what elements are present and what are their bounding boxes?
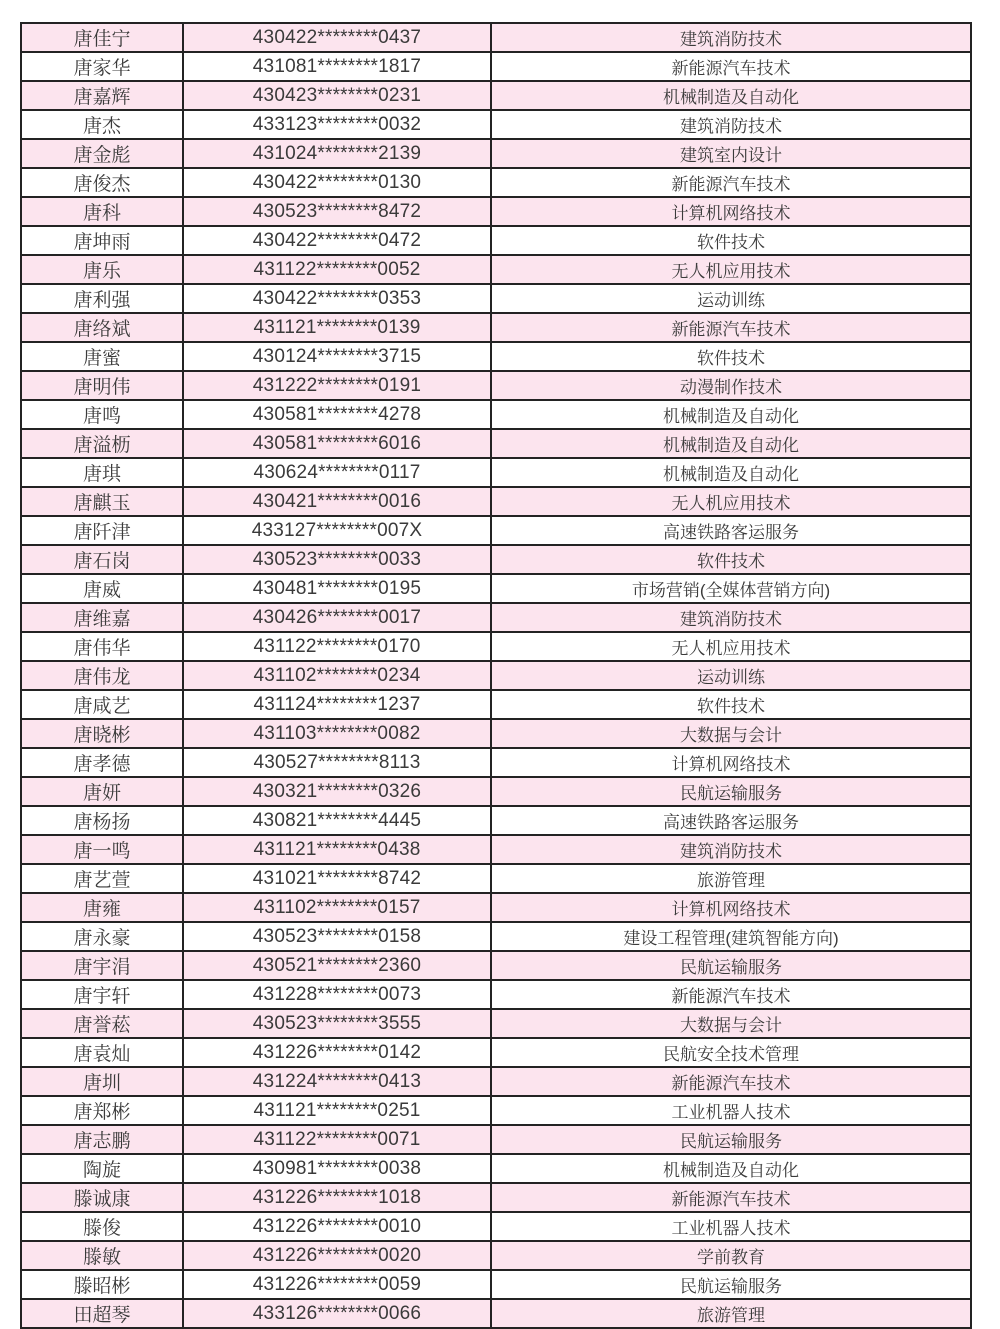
student-roster-table xyxy=(20,22,972,1329)
student-name-cell: 唐雍 xyxy=(21,893,183,922)
student-major-cell: 民航运输服务 xyxy=(491,951,971,980)
student-id-cell: 431226********0010 xyxy=(183,1212,491,1241)
table-row xyxy=(21,255,971,284)
student-major-cell: 建筑消防技术 xyxy=(491,110,971,139)
student-major-cell: 旅游管理 xyxy=(491,1299,971,1328)
table-row xyxy=(21,777,971,806)
student-name-cell: 滕敏 xyxy=(21,1241,183,1270)
student-major-cell: 新能源汽车技术 xyxy=(491,980,971,1009)
table-row xyxy=(21,197,971,226)
table-row xyxy=(21,81,971,110)
student-major-cell: 民航运输服务 xyxy=(491,1270,971,1299)
student-id-cell: 430422********0472 xyxy=(183,226,491,255)
student-major-cell: 新能源汽车技术 xyxy=(491,52,971,81)
student-id-cell: 430422********0437 xyxy=(183,23,491,52)
student-name-cell: 唐宇轩 xyxy=(21,980,183,1009)
table-row xyxy=(21,1270,971,1299)
student-major-cell: 机械制造及自动化 xyxy=(491,400,971,429)
student-id-cell: 431121********0139 xyxy=(183,313,491,342)
student-major-cell: 新能源汽车技术 xyxy=(491,168,971,197)
table-row xyxy=(21,719,971,748)
student-id-cell: 430527********8113 xyxy=(183,748,491,777)
student-major-cell: 软件技术 xyxy=(491,545,971,574)
student-major-cell: 高速铁路客运服务 xyxy=(491,516,971,545)
student-major-cell: 机械制造及自动化 xyxy=(491,429,971,458)
student-major-cell: 建设工程管理(建筑智能方向) xyxy=(491,922,971,951)
student-major-cell: 计算机网络技术 xyxy=(491,197,971,226)
student-major-cell: 民航运输服务 xyxy=(491,777,971,806)
student-id-cell: 433127********007X xyxy=(183,516,491,545)
table-row xyxy=(21,806,971,835)
student-major-cell: 工业机器人技术 xyxy=(491,1096,971,1125)
table-row xyxy=(21,1067,971,1096)
student-major-cell: 高速铁路客运服务 xyxy=(491,806,971,835)
student-id-cell: 431226********0020 xyxy=(183,1241,491,1270)
student-id-cell: 430421********0016 xyxy=(183,487,491,516)
table-row xyxy=(21,1009,971,1038)
table-row xyxy=(21,951,971,980)
student-major-cell: 无人机应用技术 xyxy=(491,255,971,284)
table-row xyxy=(21,226,971,255)
table-row xyxy=(21,748,971,777)
student-name-cell: 唐志鹏 xyxy=(21,1125,183,1154)
student-name-cell: 唐佳宁 xyxy=(21,23,183,52)
table-row xyxy=(21,1183,971,1212)
student-name-cell: 唐溢枥 xyxy=(21,429,183,458)
student-major-cell: 建筑消防技术 xyxy=(491,835,971,864)
student-name-cell: 唐金彪 xyxy=(21,139,183,168)
table-row xyxy=(21,980,971,1009)
student-name-cell: 唐誉菘 xyxy=(21,1009,183,1038)
student-id-cell: 431226********0059 xyxy=(183,1270,491,1299)
student-name-cell: 唐石岗 xyxy=(21,545,183,574)
student-major-cell: 大数据与会计 xyxy=(491,1009,971,1038)
table-row xyxy=(21,313,971,342)
student-name-cell: 唐乐 xyxy=(21,255,183,284)
student-name-cell: 唐明伟 xyxy=(21,371,183,400)
student-id-cell: 430426********0017 xyxy=(183,603,491,632)
table-row xyxy=(21,400,971,429)
student-name-cell: 唐坤雨 xyxy=(21,226,183,255)
student-name-cell: 唐袁灿 xyxy=(21,1038,183,1067)
student-id-cell: 430422********0353 xyxy=(183,284,491,313)
student-id-cell: 430624********0117 xyxy=(183,458,491,487)
student-id-cell: 431121********0438 xyxy=(183,835,491,864)
student-major-cell: 软件技术 xyxy=(491,342,971,371)
student-major-cell: 建筑室内设计 xyxy=(491,139,971,168)
table-row xyxy=(21,661,971,690)
student-major-cell: 新能源汽车技术 xyxy=(491,1067,971,1096)
table-row xyxy=(21,371,971,400)
student-id-cell: 431122********0071 xyxy=(183,1125,491,1154)
table-row xyxy=(21,168,971,197)
student-id-cell: 430124********3715 xyxy=(183,342,491,371)
student-major-cell: 无人机应用技术 xyxy=(491,632,971,661)
student-name-cell: 唐鸣 xyxy=(21,400,183,429)
student-name-cell: 唐科 xyxy=(21,197,183,226)
student-name-cell: 唐络斌 xyxy=(21,313,183,342)
student-major-cell: 运动训练 xyxy=(491,284,971,313)
table-row xyxy=(21,1212,971,1241)
table-row xyxy=(21,139,971,168)
student-major-cell: 无人机应用技术 xyxy=(491,487,971,516)
student-id-cell: 431024********2139 xyxy=(183,139,491,168)
student-id-cell: 430581********6016 xyxy=(183,429,491,458)
student-name-cell: 滕昭彬 xyxy=(21,1270,183,1299)
student-name-cell: 唐蜜 xyxy=(21,342,183,371)
table-row xyxy=(21,52,971,81)
student-name-cell: 唐杨扬 xyxy=(21,806,183,835)
student-major-cell: 机械制造及自动化 xyxy=(491,81,971,110)
student-name-cell: 唐晓彬 xyxy=(21,719,183,748)
student-name-cell: 唐家华 xyxy=(21,52,183,81)
table-row xyxy=(21,603,971,632)
student-id-cell: 430981********0038 xyxy=(183,1154,491,1183)
student-major-cell: 学前教育 xyxy=(491,1241,971,1270)
table-row xyxy=(21,1096,971,1125)
student-id-cell: 430523********3555 xyxy=(183,1009,491,1038)
student-id-cell: 431224********0413 xyxy=(183,1067,491,1096)
student-name-cell: 唐郑彬 xyxy=(21,1096,183,1125)
student-major-cell: 机械制造及自动化 xyxy=(491,458,971,487)
table-row xyxy=(21,516,971,545)
student-major-cell: 旅游管理 xyxy=(491,864,971,893)
table-row xyxy=(21,545,971,574)
student-name-cell: 唐俊杰 xyxy=(21,168,183,197)
student-major-cell: 计算机网络技术 xyxy=(491,748,971,777)
table-row xyxy=(21,342,971,371)
student-id-cell: 431102********0157 xyxy=(183,893,491,922)
student-name-cell: 陶旋 xyxy=(21,1154,183,1183)
table-row xyxy=(21,110,971,139)
table-row xyxy=(21,487,971,516)
student-id-cell: 431103********0082 xyxy=(183,719,491,748)
student-id-cell: 430423********0231 xyxy=(183,81,491,110)
table-row xyxy=(21,1154,971,1183)
table-row xyxy=(21,1038,971,1067)
student-id-cell: 430321********0326 xyxy=(183,777,491,806)
student-name-cell: 唐琪 xyxy=(21,458,183,487)
table-row xyxy=(21,458,971,487)
student-id-cell: 430821********4445 xyxy=(183,806,491,835)
student-name-cell: 唐伟华 xyxy=(21,632,183,661)
student-id-cell: 430581********4278 xyxy=(183,400,491,429)
student-name-cell: 唐嘉辉 xyxy=(21,81,183,110)
student-major-cell: 民航运输服务 xyxy=(491,1125,971,1154)
table-row xyxy=(21,835,971,864)
table-row xyxy=(21,922,971,951)
student-name-cell: 滕俊 xyxy=(21,1212,183,1241)
student-id-cell: 431121********0251 xyxy=(183,1096,491,1125)
student-name-cell: 唐妍 xyxy=(21,777,183,806)
student-name-cell: 唐艺萱 xyxy=(21,864,183,893)
student-id-cell: 430523********0158 xyxy=(183,922,491,951)
student-id-cell: 431081********1817 xyxy=(183,52,491,81)
student-major-cell: 大数据与会计 xyxy=(491,719,971,748)
table-row xyxy=(21,1241,971,1270)
student-id-cell: 430481********0195 xyxy=(183,574,491,603)
student-major-cell: 机械制造及自动化 xyxy=(491,1154,971,1183)
student-id-cell: 431122********0170 xyxy=(183,632,491,661)
table-row xyxy=(21,690,971,719)
student-major-cell: 软件技术 xyxy=(491,690,971,719)
student-name-cell: 唐宇涓 xyxy=(21,951,183,980)
table-body xyxy=(21,23,971,1328)
student-major-cell: 建筑消防技术 xyxy=(491,23,971,52)
student-major-cell: 建筑消防技术 xyxy=(491,603,971,632)
table-row xyxy=(21,1299,971,1328)
student-name-cell: 唐永豪 xyxy=(21,922,183,951)
student-name-cell: 田超琴 xyxy=(21,1299,183,1328)
student-major-cell: 新能源汽车技术 xyxy=(491,313,971,342)
student-name-cell: 唐咸艺 xyxy=(21,690,183,719)
student-name-cell: 滕诚康 xyxy=(21,1183,183,1212)
student-name-cell: 唐杰 xyxy=(21,110,183,139)
table-row xyxy=(21,864,971,893)
table-row xyxy=(21,23,971,52)
student-major-cell: 计算机网络技术 xyxy=(491,893,971,922)
student-id-cell: 431226********1018 xyxy=(183,1183,491,1212)
table-row xyxy=(21,893,971,922)
student-name-cell: 唐麒玉 xyxy=(21,487,183,516)
student-name-cell: 唐威 xyxy=(21,574,183,603)
student-name-cell: 唐孝德 xyxy=(21,748,183,777)
student-id-cell: 431021********8742 xyxy=(183,864,491,893)
student-id-cell: 431102********0234 xyxy=(183,661,491,690)
student-name-cell: 唐一鸣 xyxy=(21,835,183,864)
table-row xyxy=(21,284,971,313)
student-major-cell: 市场营销(全媒体营销方向) xyxy=(491,574,971,603)
student-id-cell: 430521********2360 xyxy=(183,951,491,980)
student-id-cell: 430422********0130 xyxy=(183,168,491,197)
table-row xyxy=(21,632,971,661)
student-id-cell: 430523********8472 xyxy=(183,197,491,226)
student-major-cell: 动漫制作技术 xyxy=(491,371,971,400)
student-name-cell: 唐伟龙 xyxy=(21,661,183,690)
student-id-cell: 431228********0073 xyxy=(183,980,491,1009)
table-row xyxy=(21,1125,971,1154)
student-id-cell: 431124********1237 xyxy=(183,690,491,719)
student-major-cell: 运动训练 xyxy=(491,661,971,690)
student-id-cell: 431222********0191 xyxy=(183,371,491,400)
student-id-cell: 433126********0066 xyxy=(183,1299,491,1328)
table-row xyxy=(21,574,971,603)
student-major-cell: 软件技术 xyxy=(491,226,971,255)
student-name-cell: 唐圳 xyxy=(21,1067,183,1096)
student-name-cell: 唐维嘉 xyxy=(21,603,183,632)
student-major-cell: 新能源汽车技术 xyxy=(491,1183,971,1212)
student-id-cell: 430523********0033 xyxy=(183,545,491,574)
student-major-cell: 工业机器人技术 xyxy=(491,1212,971,1241)
student-id-cell: 431122********0052 xyxy=(183,255,491,284)
student-major-cell: 民航安全技术管理 xyxy=(491,1038,971,1067)
student-name-cell: 唐阡津 xyxy=(21,516,183,545)
student-name-cell: 唐利强 xyxy=(21,284,183,313)
student-id-cell: 433123********0032 xyxy=(183,110,491,139)
student-id-cell: 431226********0142 xyxy=(183,1038,491,1067)
table-row xyxy=(21,429,971,458)
